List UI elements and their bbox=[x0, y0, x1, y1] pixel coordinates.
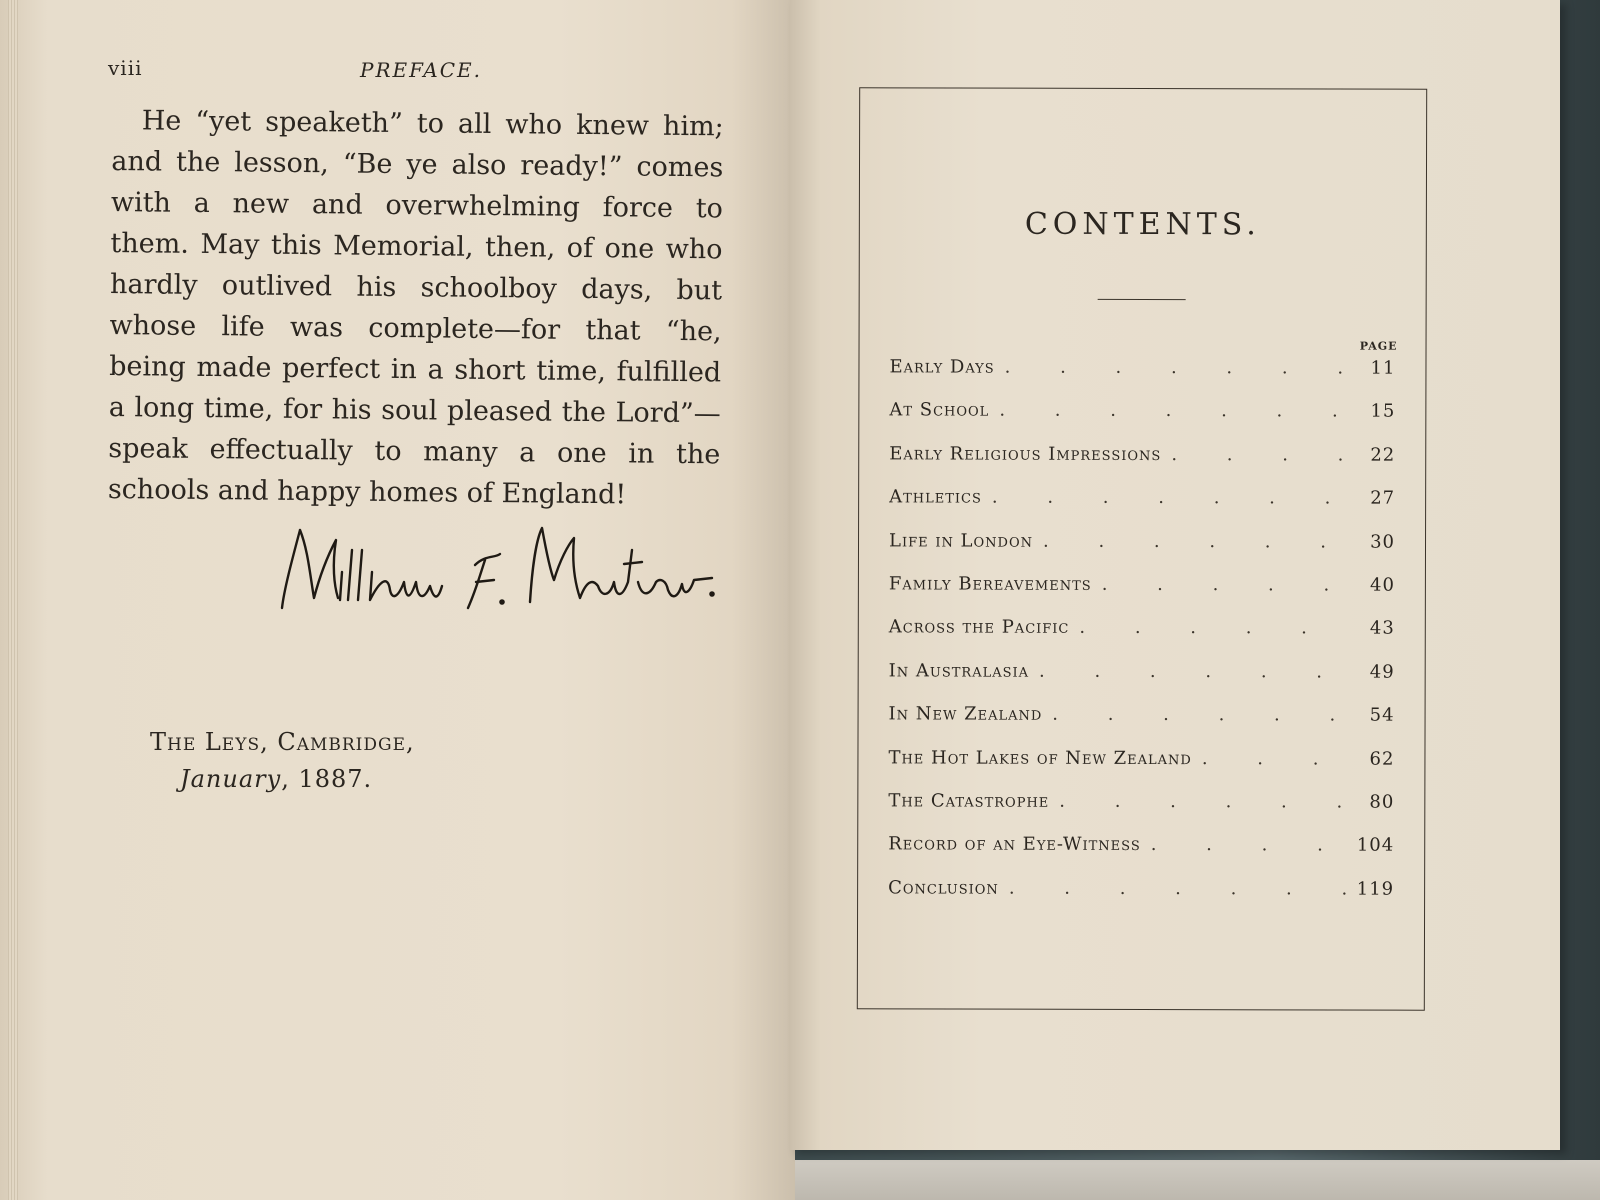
dot-leader bbox=[1171, 444, 1351, 465]
entry-page: 119 bbox=[1356, 878, 1395, 900]
contents-entry bbox=[889, 356, 1395, 401]
dot-leader bbox=[1079, 617, 1350, 639]
entry-page: 80 bbox=[1369, 791, 1395, 813]
entry-page: 43 bbox=[1369, 617, 1395, 640]
entry-page: 15 bbox=[1370, 400, 1396, 423]
preface-paragraph: He “yet speaketh” to all who knew him; and the lesson, “Be ye also ready!” comes with a new and overwhelming force to them. May this Memorial, then, of one who hardly outlived his schoolboy days, but whose life was complete—for that “he, being made perfect in a short time, fulfilled a long time, for his soul pleased the Lord”—speak effectually to many a one in the schools and happy homes of England! bbox=[107, 105, 724, 511]
dot-leader bbox=[1059, 791, 1350, 813]
entry-title: Early Religious Impressions bbox=[889, 443, 1162, 465]
date-line bbox=[180, 765, 372, 793]
entry-page: 30 bbox=[1370, 531, 1396, 553]
dot-leader bbox=[992, 487, 1351, 509]
contents-entry bbox=[889, 660, 1395, 705]
contents-frame bbox=[857, 87, 1427, 1010]
contents-title: CONTENTS. bbox=[1024, 206, 1261, 243]
date-year: , 1887. bbox=[281, 765, 373, 793]
dot-leader bbox=[1043, 530, 1351, 552]
contents-entry bbox=[889, 617, 1395, 662]
entry-title: The Catastrophe bbox=[888, 790, 1050, 812]
entry-title: Early Days bbox=[889, 356, 995, 378]
entry-page: 62 bbox=[1369, 748, 1395, 770]
entry-title: In Australasia bbox=[888, 660, 1030, 682]
dot-leader bbox=[1009, 877, 1347, 899]
page-number: viii bbox=[108, 56, 143, 80]
entry-page: 40 bbox=[1369, 574, 1395, 596]
dot-leader bbox=[1102, 574, 1351, 596]
entry-title: Athletics bbox=[889, 486, 982, 508]
place-line: The Leys, Cambridge, bbox=[150, 728, 415, 756]
entry-title: Life in London bbox=[888, 529, 1034, 552]
left-page bbox=[0, 0, 795, 1200]
contents-entry bbox=[889, 443, 1395, 488]
dot-leader bbox=[1005, 357, 1352, 379]
entry-page: 54 bbox=[1369, 704, 1395, 726]
contents-entry bbox=[889, 530, 1395, 575]
dot-leader bbox=[1039, 660, 1351, 682]
dot-leader bbox=[1151, 834, 1347, 856]
entry-page: 104 bbox=[1356, 834, 1395, 856]
entry-page: 49 bbox=[1369, 661, 1395, 683]
contents-entry bbox=[889, 487, 1395, 532]
date-month: January bbox=[180, 765, 282, 793]
entry-page: 11 bbox=[1370, 357, 1396, 379]
dot-leader bbox=[1052, 704, 1350, 726]
dot-leader bbox=[999, 400, 1351, 422]
entry-title: Family Bereavements bbox=[888, 573, 1092, 595]
running-head: PREFACE. bbox=[360, 58, 482, 82]
contents-entry bbox=[888, 877, 1394, 922]
entry-title: Across the Pacific bbox=[888, 616, 1070, 639]
contents-entry bbox=[888, 834, 1394, 879]
page-column-label: PAGE bbox=[1359, 339, 1398, 353]
entry-title: Conclusion bbox=[888, 877, 999, 899]
contents-entry bbox=[888, 790, 1394, 835]
entry-title: At School bbox=[889, 399, 990, 421]
dot-leader bbox=[1202, 748, 1351, 769]
contents-list bbox=[888, 356, 1395, 921]
entry-page: 27 bbox=[1370, 487, 1396, 509]
entry-title: Record of an Eye-Witness bbox=[888, 833, 1141, 856]
contents-entry bbox=[889, 400, 1395, 445]
entry-title: In New Zealand bbox=[888, 703, 1043, 725]
entry-title: The Hot Lakes of New Zealand bbox=[888, 746, 1192, 769]
signature-image bbox=[280, 520, 720, 620]
entry-page: 22 bbox=[1370, 444, 1396, 466]
contents-entry bbox=[888, 703, 1394, 748]
title-rule bbox=[1098, 299, 1186, 300]
contents-entry bbox=[888, 747, 1394, 792]
contents-entry bbox=[889, 573, 1395, 618]
